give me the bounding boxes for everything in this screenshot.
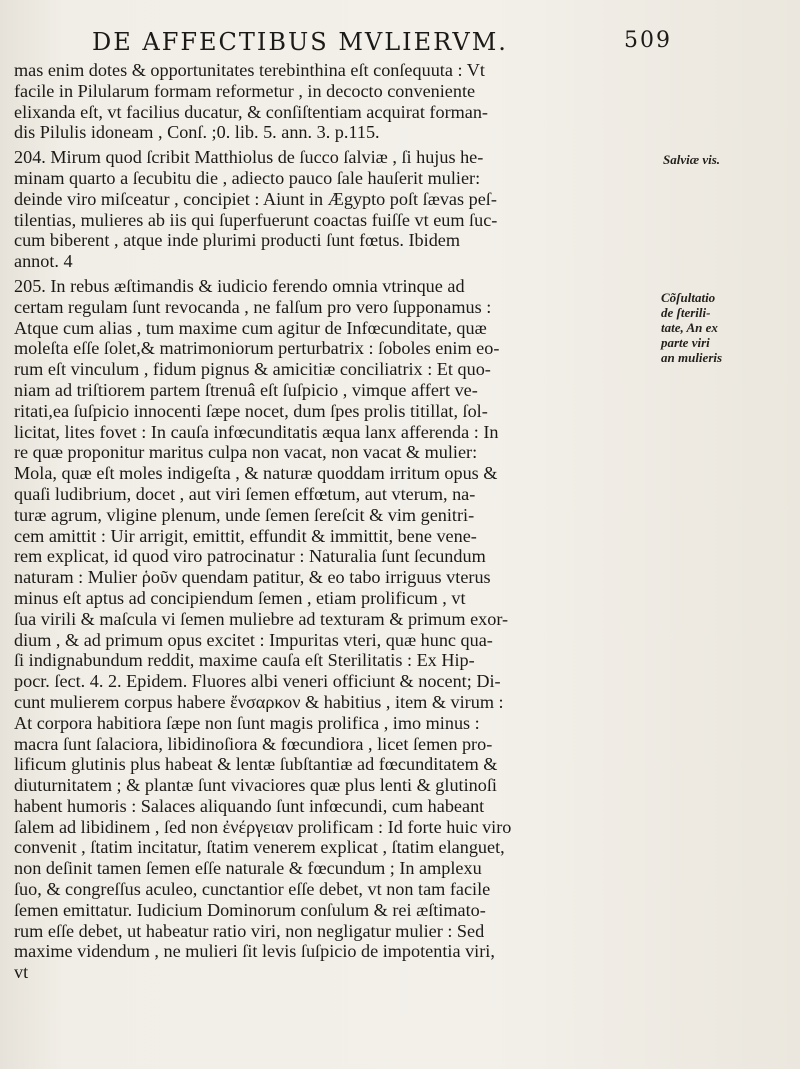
margin-note-line: tate, An ex [661, 320, 718, 335]
margin-note-salvia: Salviæ vis. [663, 152, 721, 167]
margin-note-line: parte viri [661, 335, 710, 350]
text-line: elixanda eſt, vt facilius ducatur, & conſiſtentiam acquirat forman- [14, 101, 488, 122]
running-header [92, 28, 672, 62]
text-line: Mola, quæ eſt moles indigeſta , & naturæ quoddam irritum opus & [14, 463, 498, 484]
text-line: cunt mulierem corpus habere ἔνσαρκον & habitius , item & virum : [14, 691, 504, 712]
text-line: tilentias, mulieres ab iis qui ſuperfuerunt coactas fuiſſe vt eum ſuc- [14, 209, 498, 230]
text-line: habent humoris : Salaces aliquando ſunt infœcundi, cum habeant [14, 795, 485, 816]
text-line: ſemen emittatur. Iudicium Dominorum conſulum & rei æſtimato- [14, 899, 486, 920]
text-line: macra ſunt ſalaciora, libidinoſiora & fœcundiora , licet ſemen pro- [14, 733, 493, 754]
text-line: facile in Pilularum formam reformetur , in decocto conveniente [14, 80, 476, 101]
margin-note-line: an mulieris [661, 350, 723, 365]
text-line: Atque cum alias , tum maxime cum agitur de Infœcunditate, quæ [14, 317, 487, 338]
text-line: minam quarto a ſecubitu die , adiecto pauco ſale hauſerit mulier: [14, 167, 481, 188]
text-line: licitat, lites fovet : In cauſa infœcunditatis æqua lanx afferenda : In [14, 421, 499, 442]
text-line: maxime videndum , ne mulieri ſit levis ſuſpicio de impotentia viri, [14, 941, 495, 962]
text-line: ſi indignabundum reddit, maxime cauſa eſt Sterilitatis : Ex Hip- [14, 650, 475, 671]
text-line: certam regulam ſunt revocanda , ne falſum pro vero ſupponamus : [14, 296, 492, 317]
text-line: rum eſſe debet, ut habeatur ratio viri, non negligatur mulier : Sed [14, 920, 485, 941]
text-line: dium , & ad primum opus excitet : Impuritas vteri, quæ hunc qua- [14, 629, 493, 650]
text-line: vt [14, 962, 29, 983]
text-line: rem explicat, id quod viro patrocinatur : Naturalia ſunt ſecundum [14, 546, 486, 567]
text-line: ſuo, & congreſſus aculeo, cunctantior eſſe debet, vt non tam facile [14, 879, 491, 900]
page-number: 509 [624, 28, 672, 53]
text-line: convenit , ſtatim incitatur, ſtatim venerem explicat , ſtatim elanguet, [14, 837, 505, 858]
text-line: deinde viro miſceatur , concipiet : Aiunt in Ægypto poſt ſævas peſ- [14, 188, 497, 209]
text-line: mas enim dotes & opportunitates terebinthina eſt conſequuta : Vt [14, 60, 485, 80]
text-line: lificum glutinis plus habeat & lentæ ſubſtantiæ ad fœcunditatem & [14, 754, 498, 775]
text-line: turæ agrum, vligine plenum, unde ſemen ſereſcit & vim genitri- [14, 504, 475, 525]
text-line: cem amittit : Uir arrigit, emittit, effundit & immittit, bene vene- [14, 525, 477, 546]
margin-note-line: Cõſultatio [661, 290, 716, 305]
text-line: minus eſt aptus ad concipiendum ſemen , etiam prolificum , vt [14, 587, 466, 608]
text-line: 204. Mirum quod ſcribit Matthiolus de ſucco ſalviæ , ſi hujus he- [14, 147, 484, 168]
text-line: At corpora habitiora ſæpe non ſunt magis prolifica , imo minus : [14, 712, 480, 733]
header-title: DE AFFECTIBUS MVLIERVM. [92, 28, 508, 56]
text-line: dis Pilulis idoneam , Conſ. ;0. lib. 5. ann. 3. p.115. [14, 122, 380, 143]
text-line: diuturnitatem ; & plantæ ſunt vivaciores quæ plus lenti & glutinoſi [14, 775, 497, 796]
text-line: cum biberent , atque inde plurimi producti ſunt fœtus. Ibidem [14, 230, 461, 251]
body-text [14, 60, 660, 983]
text-line: quaſi ludibrium, docet , aut viri ſemen effœtum, aut vterum, na- [14, 483, 476, 504]
margin-note-line: de ſterili- [661, 305, 711, 320]
text-line: ſua virili & maſcula vi ſemen muliebre ad texturam & primum exor- [14, 608, 509, 629]
text-line: naturam : Mulier ῥοῦν quendam patitur, & eo tabo irriguus vterus [14, 567, 491, 588]
text-line: annot. 4 [14, 251, 73, 272]
margin-note-consultatio [661, 290, 791, 365]
text-line: ritati,ea ſuſpicio innocenti ſæpe nocet, dum ſpes prolis titillat, ſol- [14, 400, 488, 421]
text-line: moleſta eſſe ſolet,& matrimoniorum perturbatrix : ſoboles enim eo- [14, 338, 500, 359]
text-line: 205. In rebus æſtimandis & iudicio ferendo omnia vtrinque ad [14, 275, 465, 296]
text-line: pocr. ſect. 4. 2. Epidem. Fluores albi veneri officiunt & nocent; Di- [14, 671, 501, 692]
text-line: rum eſt vinculum , fidum pignus & amicitiæ conciliatrix : Et quo- [14, 359, 491, 380]
text-line: ſalem ad libidinem , ſed non ἐνέργειαν prolificam : Id forte huic viro [14, 816, 512, 837]
text-line: re quæ proponitur maritus culpa non vacat, non vacat & mulier: [14, 442, 478, 463]
text-line: non deſinit tamen ſemen eſſe naturale & fœcundum ; In amplexu [14, 858, 482, 879]
text-line: niam ad triſtiorem partem ſtrenuâ eſt ſuſpicio , vimque affert ve- [14, 379, 478, 400]
